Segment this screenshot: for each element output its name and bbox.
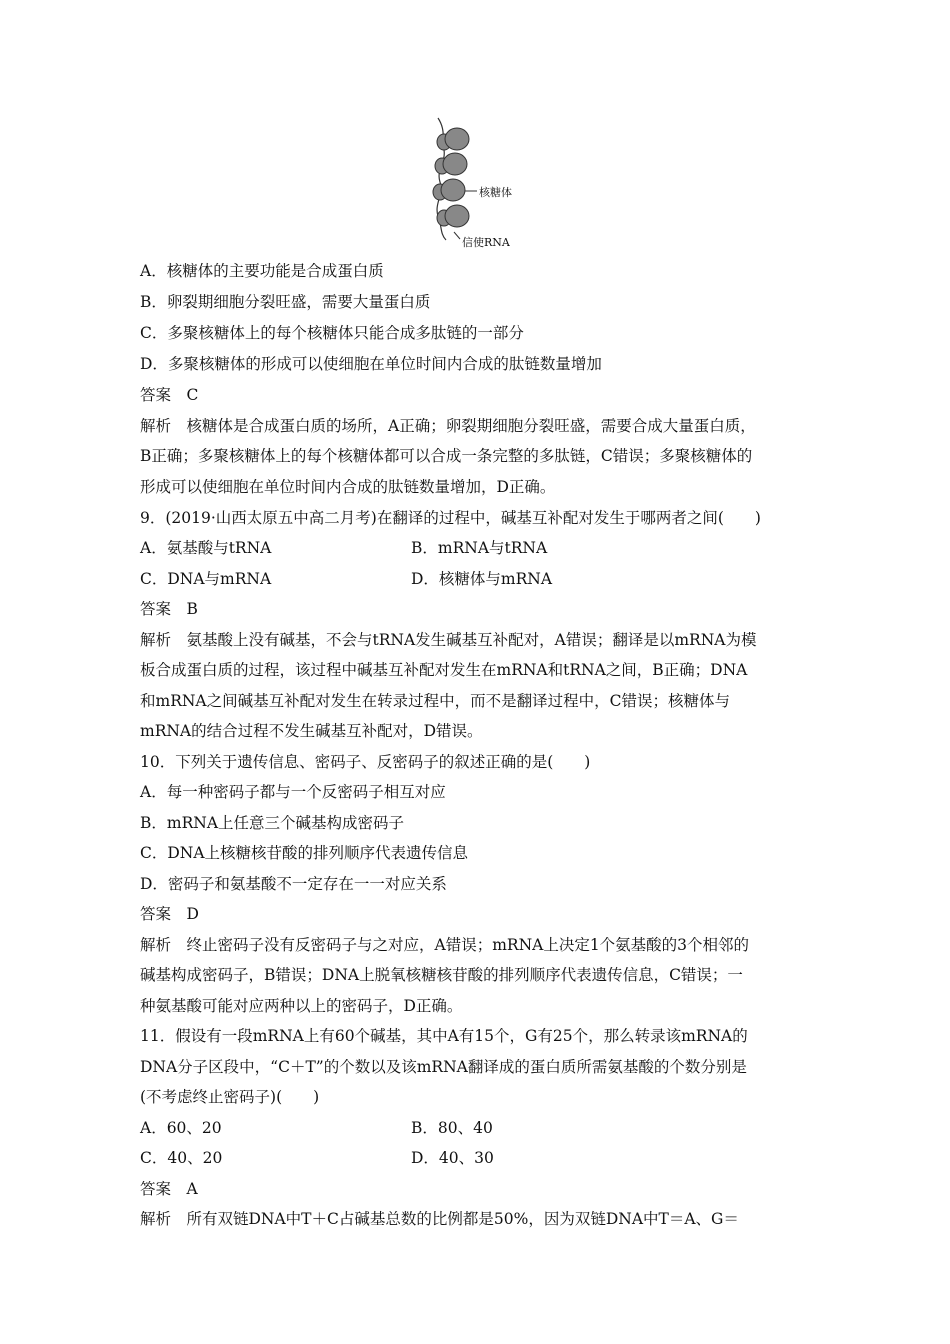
q10-stem: 10．下列关于遗传信息、密码子、反密码子的叙述正确的是( ) — [140, 753, 591, 771]
q8-option-c: C．多聚核糖体上的每个核糖体只能合成多肽链的一部分 — [140, 324, 524, 342]
q11-explanation-1: 解析 所有双链DNA中T＋C占碱基总数的比例都是50%，因为双链DNA中T＝A、G＝ — [140, 1210, 739, 1228]
q9-explanation-1: 解析 氨基酸上没有碱基，不会与tRNA发生碱基互补配对，A错误；翻译是以mRNA为模 — [140, 631, 757, 649]
q10-option-b: B．mRNA上任意三个碱基构成密码子 — [140, 814, 405, 832]
q9-stem: 9．(2019·山西太原五中高二月考)在翻译的过程中，碱基互补配对发生于哪两者之间( ) — [140, 509, 761, 527]
q11-stem-1: 11．假设有一段mRNA上有60个碱基，其中A有15个，G有25个，那么转录该mRNA的 — [140, 1027, 748, 1045]
q9-explanation-4: mRNA的结合过程不发生碱基互补配对，D错误。 — [140, 722, 483, 740]
q9-explanation-2: 板合成蛋白质的过程，该过程中碱基互补配对发生在mRNA和tRNA之间，B正确；DNA — [140, 661, 748, 679]
q11-answer: 答案 A — [140, 1180, 198, 1198]
q10-option-d: D．密码子和氨基酸不一定存在一一对应关系 — [140, 875, 447, 893]
q8-option-d: D．多聚核糖体的形成可以使细胞在单位时间内合成的肽链数量增加 — [140, 355, 602, 373]
q9-option-a: A．氨基酸与tRNA — [140, 539, 272, 557]
q10-option-a: A．每一种密码子都与一个反密码子相互对应 — [140, 783, 446, 801]
q9-option-b: B．mRNA与tRNA — [411, 539, 548, 557]
q11-option-b: B．80、40 — [411, 1119, 493, 1137]
q10-explanation-2: 碱基构成密码子，B错误；DNA上脱氧核糖核苷酸的排列顺序代表遗传信息，C错误；一 — [140, 966, 743, 984]
q8-explanation-3: 形成可以使细胞在单位时间内合成的肽链数量增加，D正确。 — [140, 478, 556, 496]
polyribosome-figure — [420, 112, 550, 254]
q8-explanation-1: 解析 核糖体是合成蛋白质的场所，A正确；卵裂期细胞分裂旺盛，需要合成大量蛋白质， — [140, 417, 756, 435]
q8-option-a: A．核糖体的主要功能是合成蛋白质 — [140, 262, 384, 280]
q10-option-c: C．DNA上核糖核苷酸的排列顺序代表遗传信息 — [140, 844, 469, 862]
q11-stem-3: (不考虑终止密码子)( ) — [140, 1088, 320, 1106]
q11-option-a: A．60、20 — [140, 1119, 222, 1137]
q9-option-d: D．核糖体与mRNA — [411, 570, 553, 588]
q9-option-c: C．DNA与mRNA — [140, 570, 272, 588]
q8-explanation-2: B正确；多聚核糖体上的每个核糖体都可以合成一条完整的多肽链，C错误；多聚核糖体的 — [140, 447, 753, 465]
q9-answer: 答案 B — [140, 600, 198, 618]
q10-explanation-1: 解析 终止密码子没有反密码子与之对应，A错误；mRNA上决定1个氨基酸的3个相邻的 — [140, 936, 750, 954]
ribosome-label: 核糖体 — [479, 186, 512, 199]
q9-explanation-3: 和mRNA之间碱基互补配对发生在转录过程中，而不是翻译过程中，C错误；核糖体与 — [140, 692, 730, 710]
ribosomes — [433, 128, 469, 227]
mrna-label: 信使RNA — [462, 236, 510, 249]
q11-option-c: C．40、20 — [140, 1149, 223, 1167]
q11-stem-2: DNA分子区段中，“C＋T”的个数以及该mRNA翻译成的蛋白质所需氨基酸的个数分别是 — [140, 1058, 747, 1076]
polyribosome-diagram — [420, 112, 550, 254]
q8-answer: 答案 C — [140, 386, 199, 404]
q10-explanation-3: 种氨基酸可能对应两种以上的密码子，D正确。 — [140, 997, 463, 1015]
q11-option-d: D．40、30 — [411, 1149, 494, 1167]
q8-option-b: B．卵裂期细胞分裂旺盛，需要大量蛋白质 — [140, 293, 431, 311]
q10-answer: 答案 D — [140, 905, 199, 923]
